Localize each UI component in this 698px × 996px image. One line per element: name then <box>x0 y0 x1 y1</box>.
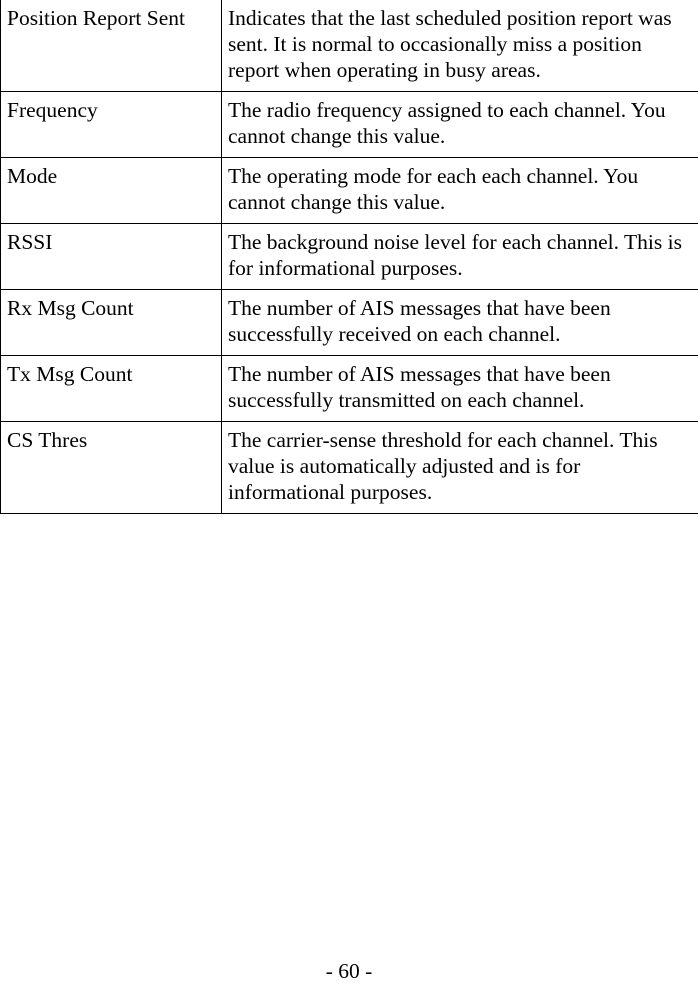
description-cell: The carrier-sense threshold for each channel. This value is automatically adjusted and is for informational purposes. <box>222 422 698 514</box>
term-cell: RSSI <box>1 224 222 290</box>
table-row <box>1 0 698 92</box>
description-cell: The number of AIS messages that have been successfully transmitted on each channel. <box>222 356 698 422</box>
table-row <box>1 224 698 290</box>
table-row <box>1 92 698 158</box>
table-row <box>1 158 698 224</box>
description-cell: The number of AIS messages that have been successfully received on each channel. <box>222 290 698 356</box>
term-cell: Rx Msg Count <box>1 290 222 356</box>
table-row <box>1 290 698 356</box>
description-cell: The background noise level for each channel. This is for informational purposes. <box>222 224 698 290</box>
page-number: - 60 - <box>325 959 373 983</box>
description-cell: Indicates that the last scheduled position report was sent. It is normal to occasionally miss a position report when operating in busy areas. <box>222 0 698 92</box>
term-cell: Tx Msg Count <box>1 356 222 422</box>
description-cell: The radio frequency assigned to each channel. You cannot change this value. <box>222 92 698 158</box>
term-cell: Frequency <box>1 92 222 158</box>
description-cell: The operating mode for each each channel. You cannot change this value. <box>222 158 698 224</box>
term-cell: Position Report Sent <box>1 0 222 92</box>
term-cell: Mode <box>1 158 222 224</box>
table-row <box>1 356 698 422</box>
table-row <box>1 422 698 514</box>
term-cell: CS Thres <box>1 422 222 514</box>
